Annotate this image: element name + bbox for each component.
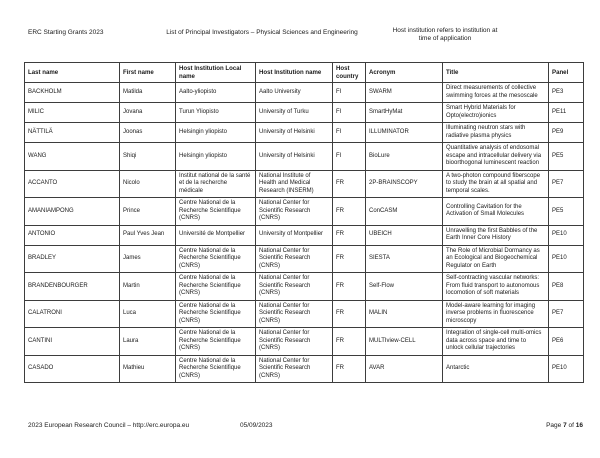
cell-last-name: ANTONIO bbox=[25, 225, 120, 245]
cell-host-institution-local-name: Centre National de la Recherche Scientifique (CNRS) bbox=[176, 300, 256, 328]
cell-host-institution-name: National Institute of Health and Medical Research (INSERM) bbox=[256, 170, 333, 198]
cell-last-name: BRADLEY bbox=[25, 245, 120, 273]
cell-panel: PE10 bbox=[549, 245, 584, 273]
cell-host-country: FI bbox=[333, 103, 366, 123]
footer-page-total: 16 bbox=[575, 422, 583, 429]
cell-host-institution-local-name: Helsingin yliopisto bbox=[176, 143, 256, 171]
cell-last-name: BRANDENBOURGER bbox=[25, 273, 120, 301]
cell-last-name: MILIC bbox=[25, 103, 120, 123]
cell-title: Model-aware learning for imaging inverse problems in fluorescence microscopy bbox=[443, 300, 549, 328]
cell-acronym: SIESTA bbox=[366, 245, 443, 273]
cell-panel: PE8 bbox=[549, 273, 584, 301]
cell-host-institution-name: National Center for Scientific Research (CNRS) bbox=[256, 355, 333, 383]
header-doc-title: ERC Starting Grants 2023 bbox=[28, 29, 104, 36]
cell-panel: PE7 bbox=[549, 300, 584, 328]
cell-acronym: MULTIview-CELL bbox=[366, 328, 443, 356]
cell-panel: PE11 bbox=[549, 103, 584, 123]
table-row bbox=[25, 143, 584, 171]
cell-host-institution-local-name: Helsingin yliopisto bbox=[176, 123, 256, 143]
cell-acronym: SmartHyMat bbox=[366, 103, 443, 123]
cell-title: Quantitative analysis of endosomal escape and intracellular delivery via bioorthogonal luminescent reaction bbox=[443, 143, 549, 171]
cell-last-name: NÄTTILÄ bbox=[25, 123, 120, 143]
table-row bbox=[25, 83, 584, 103]
cell-last-name: CANTINI bbox=[25, 328, 120, 356]
cell-host-country: FI bbox=[333, 143, 366, 171]
cell-host-institution-local-name: Centre National de la Recherche Scientifique (CNRS) bbox=[176, 245, 256, 273]
cell-panel: PE5 bbox=[549, 198, 584, 226]
cell-host-institution-local-name: Aalto-yliopisto bbox=[176, 83, 256, 103]
cell-host-country: FR bbox=[333, 300, 366, 328]
cell-host-institution-name: University of Helsinki bbox=[256, 123, 333, 143]
cell-host-institution-name: University of Helsinki bbox=[256, 143, 333, 171]
cell-title: Controlling Cavitation for the Activation of Small Molecules bbox=[443, 198, 549, 226]
col-header-first-name: First name bbox=[120, 63, 176, 83]
cell-host-institution-local-name: Centre National de la Recherche Scientifique (CNRS) bbox=[176, 273, 256, 301]
col-header-host-institution-local-name: Host Institution Local name bbox=[176, 63, 256, 83]
cell-last-name: CALATRONI bbox=[25, 300, 120, 328]
table-row bbox=[25, 225, 584, 245]
cell-panel: PE5 bbox=[549, 143, 584, 171]
cell-last-name: AMANIAMPONG bbox=[25, 198, 120, 226]
cell-first-name: Prince bbox=[120, 198, 176, 226]
cell-acronym: MALIN bbox=[366, 300, 443, 328]
cell-host-institution-local-name: Centre National de la Recherche Scientifique (CNRS) bbox=[176, 355, 256, 383]
table-row bbox=[25, 300, 584, 328]
cell-host-country: FR bbox=[333, 328, 366, 356]
cell-host-institution-name: National Center for Scientific Research (CNRS) bbox=[256, 328, 333, 356]
footer-of-label: of bbox=[568, 422, 574, 429]
footer-copyright: 2023 European Research Council – http://erc.europa.eu bbox=[28, 422, 190, 429]
cell-acronym: UBEICH bbox=[366, 225, 443, 245]
cell-first-name: Paul Yves Jean bbox=[120, 225, 176, 245]
cell-last-name: CASADO bbox=[25, 355, 120, 383]
header-list-title: List of Principal Investigators – Physical Sciences and Engineering bbox=[166, 29, 358, 36]
cell-acronym: AVAR bbox=[366, 355, 443, 383]
cell-last-name: BACKHOLM bbox=[25, 83, 120, 103]
cell-host-country: FR bbox=[333, 198, 366, 226]
cell-panel: PE3 bbox=[549, 83, 584, 103]
cell-host-institution-local-name: Centre National de la Recherche Scientifique (CNRS) bbox=[176, 328, 256, 356]
cell-panel: PE10 bbox=[549, 355, 584, 383]
cell-host-country: FR bbox=[333, 355, 366, 383]
col-header-last-name: Last name bbox=[25, 63, 120, 83]
col-header-host-institution-name: Host Institution name bbox=[256, 63, 333, 83]
cell-host-institution-name: University of Montpellier bbox=[256, 225, 333, 245]
cell-host-country: FR bbox=[333, 245, 366, 273]
table-row bbox=[25, 123, 584, 143]
cell-title: Direct measurements of collective swimming forces at the mesoscale bbox=[443, 83, 549, 103]
cell-host-country: FR bbox=[333, 225, 366, 245]
table-row bbox=[25, 245, 584, 273]
cell-host-institution-local-name: Université de Montpellier bbox=[176, 225, 256, 245]
table-header-row bbox=[25, 63, 584, 83]
cell-host-institution-local-name: Centre National de la Recherche Scientifique (CNRS) bbox=[176, 198, 256, 226]
cell-last-name: ACCANTO bbox=[25, 170, 120, 198]
header-host-institution-note: Host institution refers to institution at time of application bbox=[392, 27, 498, 43]
footer-date: 05/09/2023 bbox=[240, 422, 273, 429]
cell-host-country: FI bbox=[333, 83, 366, 103]
cell-panel: PE9 bbox=[549, 123, 584, 143]
cell-last-name: WANG bbox=[25, 143, 120, 171]
cell-first-name: Joonas bbox=[120, 123, 176, 143]
cell-host-institution-name: National Center for Scientific Research (CNRS) bbox=[256, 245, 333, 273]
table-row bbox=[25, 198, 584, 226]
footer-page-label: Page bbox=[546, 422, 562, 429]
col-header-host-country: Host country bbox=[333, 63, 366, 83]
cell-first-name: Matilda bbox=[120, 83, 176, 103]
cell-host-institution-name: National Center for Scientific Research (CNRS) bbox=[256, 198, 333, 226]
footer-page-indicator bbox=[546, 422, 583, 429]
table-row bbox=[25, 170, 584, 198]
cell-host-institution-name: National Center for Scientific Research (CNRS) bbox=[256, 300, 333, 328]
table-row bbox=[25, 103, 584, 123]
cell-first-name: Nicolo bbox=[120, 170, 176, 198]
cell-first-name: Laura bbox=[120, 328, 176, 356]
cell-first-name: Martin bbox=[120, 273, 176, 301]
col-header-acronym: Acronym bbox=[366, 63, 443, 83]
cell-title: The Role of Microbial Dormancy as an Ecological and Biogeochemical Regulator on Earth bbox=[443, 245, 549, 273]
cell-first-name: Jovana bbox=[120, 103, 176, 123]
col-header-panel: Panel bbox=[549, 63, 584, 83]
cell-host-institution-name: National Center for Scientific Research (CNRS) bbox=[256, 273, 333, 301]
col-header-title: Title bbox=[443, 63, 549, 83]
cell-first-name: James bbox=[120, 245, 176, 273]
cell-title: Unravelling the first Babbles of the Earth Inner Core History bbox=[443, 225, 549, 245]
cell-acronym: ConCASM bbox=[366, 198, 443, 226]
cell-acronym: Self-Flow bbox=[366, 273, 443, 301]
cell-first-name: Shiqi bbox=[120, 143, 176, 171]
cell-panel: PE7 bbox=[549, 170, 584, 198]
cell-title: Smart Hybrid Materials for Opto(electro)ionics bbox=[443, 103, 549, 123]
cell-first-name: Luca bbox=[120, 300, 176, 328]
cell-acronym: SWARM bbox=[366, 83, 443, 103]
cell-host-country: FR bbox=[333, 170, 366, 198]
cell-host-institution-name: University of Turku bbox=[256, 103, 333, 123]
cell-host-institution-local-name: Institut national de la santé et de la recherche médicale bbox=[176, 170, 256, 198]
cell-acronym: BioLure bbox=[366, 143, 443, 171]
table-row bbox=[25, 355, 584, 383]
cell-title: A two-photon compound fiberscope to study the brain at all spatial and temporal scales. bbox=[443, 170, 549, 198]
cell-title: Illuminating neutron stars with radiative plasma physics bbox=[443, 123, 549, 143]
grants-table bbox=[24, 62, 584, 383]
cell-title: Self-contracting vascular networks: From fluid transport to autonomous locomotion of soft materials bbox=[443, 273, 549, 301]
cell-first-name: Mathieu bbox=[120, 355, 176, 383]
cell-title: Antarctic bbox=[443, 355, 549, 383]
footer-page-number: 7 bbox=[563, 422, 567, 429]
table-row bbox=[25, 273, 584, 301]
cell-acronym: ILLUMINATOR bbox=[366, 123, 443, 143]
cell-host-country: FI bbox=[333, 123, 366, 143]
cell-host-institution-name: Aalto University bbox=[256, 83, 333, 103]
cell-panel: PE6 bbox=[549, 328, 584, 356]
cell-acronym: 2P-BRAINSCOPY bbox=[366, 170, 443, 198]
cell-host-country: FR bbox=[333, 273, 366, 301]
table-row bbox=[25, 328, 584, 356]
cell-host-institution-local-name: Turun Yliopisto bbox=[176, 103, 256, 123]
cell-title: Integration of single-cell multi-omics data across space and time to unlock cellular trajectories bbox=[443, 328, 549, 356]
cell-panel: PE10 bbox=[549, 225, 584, 245]
